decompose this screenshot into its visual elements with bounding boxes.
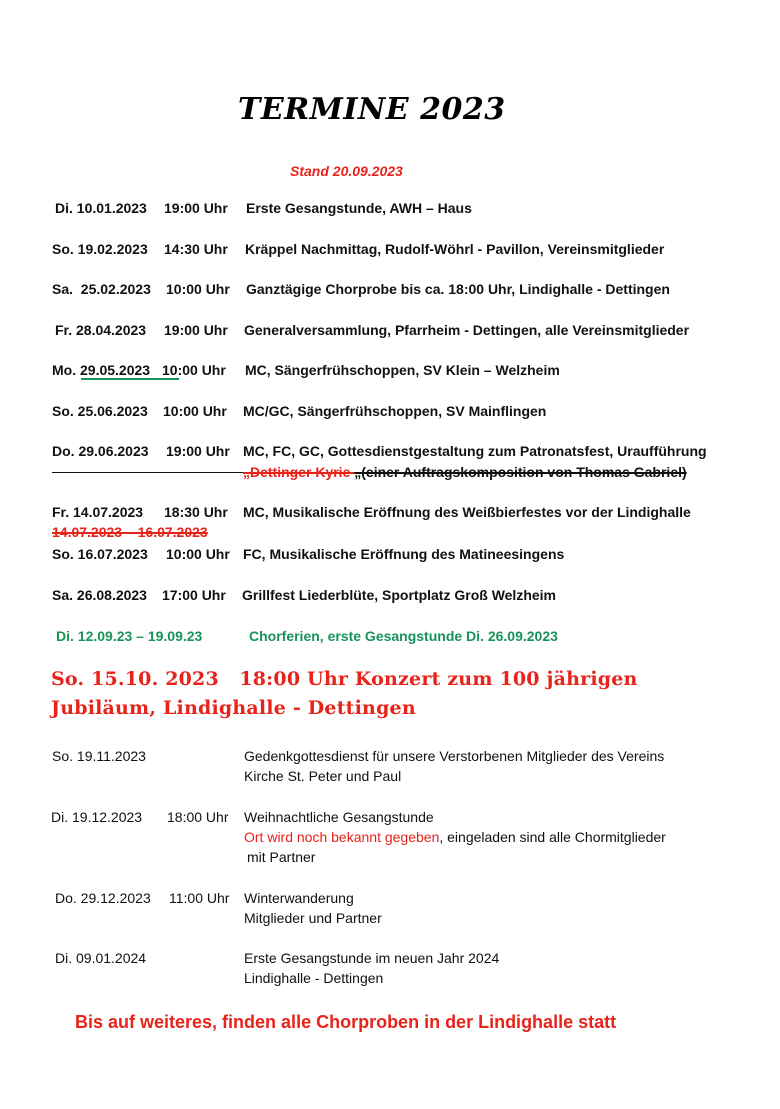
- event-date: Do. 29.06.2023: [52, 443, 149, 459]
- event-description: MC, FC, GC, Gottesdienstgestaltung zum Patronatsfest, Uraufführung: [243, 443, 707, 459]
- concert-line-2: Jubiläum, Lindighalle - Dettingen: [51, 697, 416, 719]
- event-date: Mo. 29.05.2023: [52, 362, 151, 378]
- concert-line-1: So. 15.10. 2023 18:00 Uhr Konzert zum 100 jährigen: [51, 668, 638, 690]
- event-date: So. 19.11.2023: [52, 748, 146, 764]
- event-date: So. 25.06.2023: [52, 403, 148, 419]
- event-description: Winterwanderung: [244, 890, 354, 906]
- event-date: So. 16.07.2023: [52, 546, 148, 562]
- event-description: Ganztägige Chorprobe bis ca. 18:00 Uhr, Lindighalle - Dettingen: [246, 281, 670, 297]
- event-description: Gedenkgottesdienst für unsere Verstorbenen Mitglieder des Vereins: [244, 748, 665, 764]
- festival-range: 14.07.2023 – 16.07.2023: [52, 524, 208, 540]
- premiere-note: „(einer Auftragskomposition von Thomas Gabriel): [354, 464, 687, 480]
- event-time: 10:00 Uhr: [163, 403, 227, 419]
- event-description: FC, Musikalische Eröffnung des Matineesingens: [243, 546, 565, 562]
- event-participants: Mitglieder und Partner: [244, 910, 382, 926]
- event-row: [52, 403, 752, 421]
- event-time: 19:00 Uhr: [164, 200, 228, 216]
- event-description: Generalversammlung, Pfarrheim - Dettingen, alle Vereinsmitglieder: [244, 322, 690, 338]
- page-title: TERMINE 2023: [238, 92, 506, 127]
- event-description: MC, Musikalische Eröffnung des Weißbierfestes vor der Lindighalle: [243, 504, 691, 520]
- event-time: 17:00 Uhr: [162, 587, 226, 603]
- event-time: 18:00 Uhr: [167, 809, 229, 825]
- event-time: 10:00 Uhr: [166, 546, 230, 562]
- event-time: 10:00 Uhr: [166, 281, 230, 297]
- event-location: Lindighalle - Dettingen: [244, 970, 384, 986]
- event-row: [55, 322, 755, 340]
- event-note: [244, 829, 666, 845]
- event-description: Grillfest Liederblüte, Sportplatz Groß Welzheim: [242, 587, 557, 603]
- event-date: Fr. 14.07.2023: [52, 504, 144, 520]
- event-row: [52, 241, 752, 259]
- event-date: Di. 10.01.2023: [55, 200, 147, 216]
- event-row: [55, 200, 755, 218]
- event-date: Di. 19.12.2023: [51, 809, 143, 825]
- premiere-title: „Dettinger Kyrie: [243, 464, 355, 480]
- event-time: 19:00 Uhr: [164, 322, 228, 338]
- event-date: Sa. 26.08.2023: [52, 587, 147, 603]
- event-row: [52, 281, 752, 299]
- event-description: Weihnachtliche Gesangstunde: [244, 809, 434, 825]
- event-description: MC/GC, Sängerfrühschoppen, SV Mainflingen: [243, 403, 547, 419]
- date-underline: [81, 378, 179, 380]
- event-location: Kirche St. Peter und Paul: [244, 768, 402, 784]
- holiday-description: Chorferien, erste Gesangstunde Di. 26.09.2023: [249, 628, 558, 644]
- event-time: 14:30 Uhr: [164, 241, 228, 257]
- event-time: 10:00 Uhr: [162, 362, 226, 378]
- event-row: [52, 587, 752, 605]
- strike-line: [52, 472, 244, 473]
- event-description: Kräppel Nachmittag, Rudolf-Wöhrl - Pavillon, Vereinsmitglieder: [245, 241, 665, 257]
- location-pending: Ort wird noch bekannt gegeben: [244, 829, 440, 845]
- event-date: So. 19.02.2023: [52, 241, 148, 257]
- invitation-text: , eingeladen sind alle Chormitglieder: [439, 829, 666, 845]
- event-row: [52, 504, 752, 522]
- event-date: Sa. 25.02.2023: [52, 281, 151, 297]
- event-time: 18:30 Uhr: [164, 504, 228, 520]
- stand-date: Stand 20.09.2023: [290, 163, 403, 179]
- event-date: Di. 09.01.2024: [55, 950, 147, 966]
- rehearsal-notice: Bis auf weiteres, finden alle Chorproben in der Lindighalle statt: [75, 1012, 617, 1032]
- holiday-dates: Di. 12.09.23 – 19.09.23: [56, 628, 203, 644]
- holiday-row: [56, 628, 756, 646]
- event-description: MC, Sängerfrühschoppen, SV Klein – Welzheim: [245, 362, 560, 378]
- event-time: 19:00 Uhr: [166, 443, 230, 459]
- event-row: [52, 546, 752, 564]
- event-description: Erste Gesangstunde im neuen Jahr 2024: [244, 950, 500, 966]
- event-description: Erste Gesangstunde, AWH – Haus: [246, 200, 472, 216]
- event-date: Fr. 28.04.2023: [55, 322, 147, 338]
- event-row: [52, 443, 752, 461]
- event-note-continued: mit Partner: [247, 849, 316, 865]
- event-row-continuation: [243, 464, 687, 480]
- event-date: Do. 29.12.2023: [55, 890, 151, 906]
- event-time: 11:00 Uhr: [169, 890, 230, 906]
